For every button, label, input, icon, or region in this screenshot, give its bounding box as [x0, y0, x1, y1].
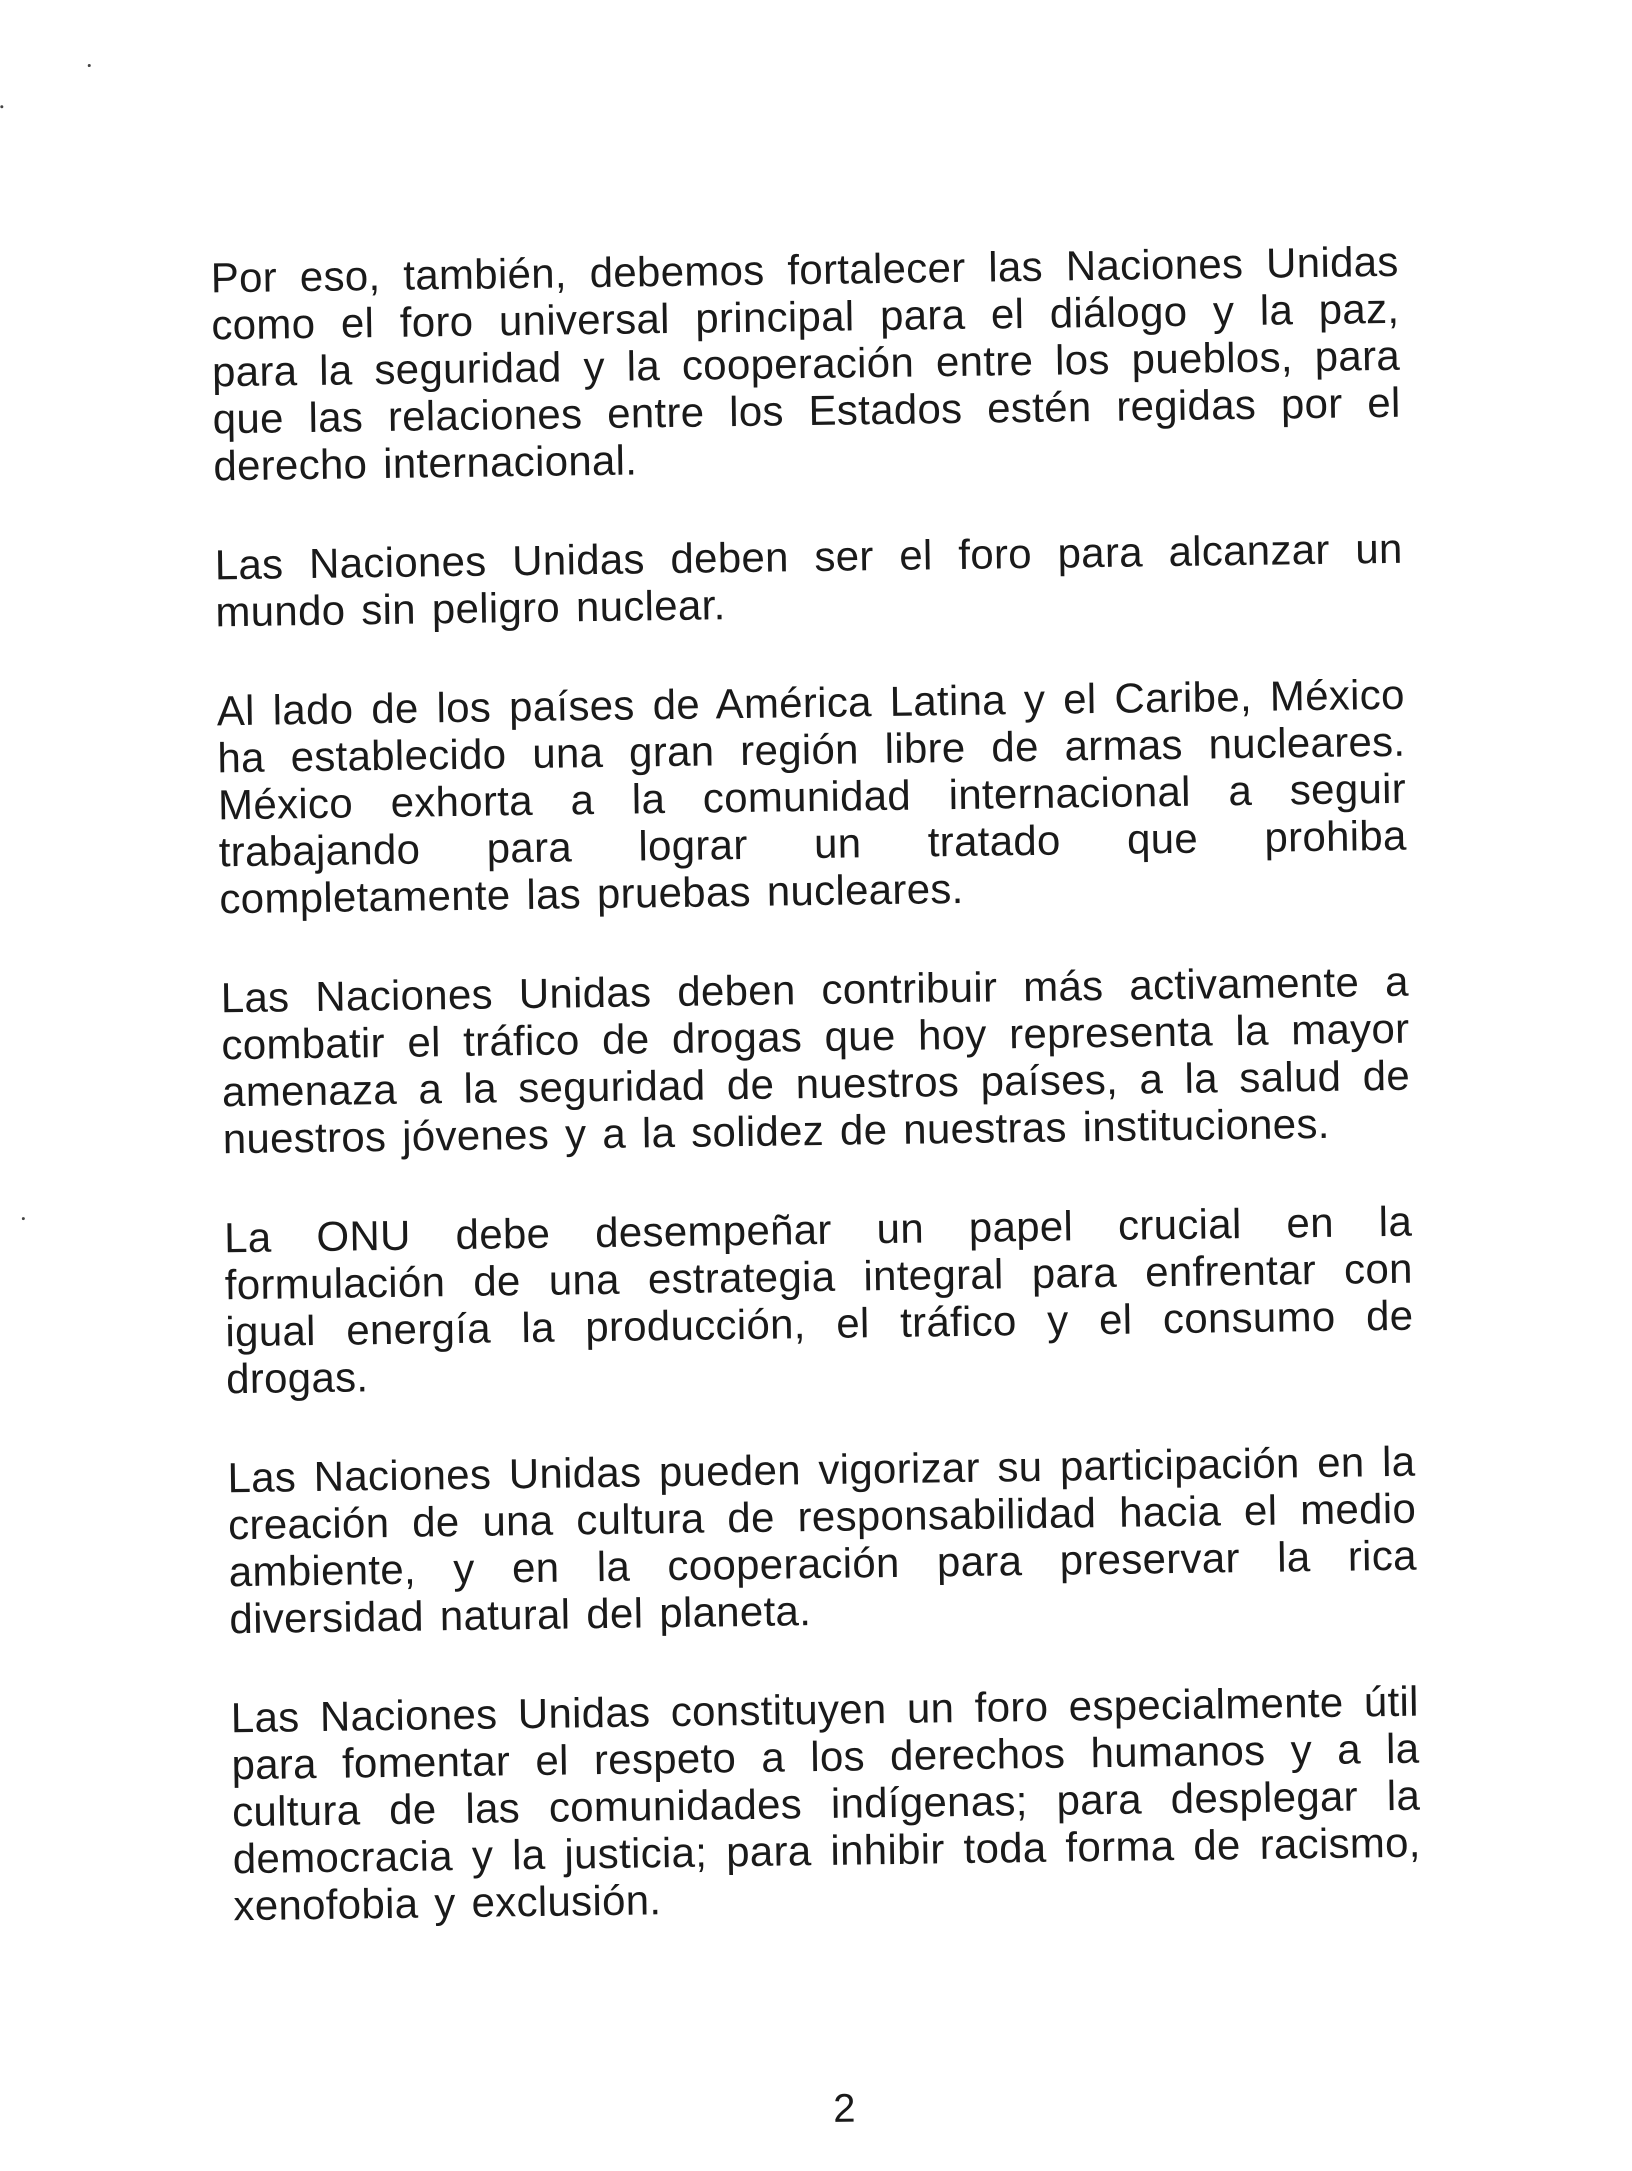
paragraph-5: La ONU debe desempeñar un papel crucial en la formulación de una estrategia integral para enfrentar con igual energía la producción, el tráfico y el consumo de drogas.	[223, 1197, 1414, 1403]
paragraph-6: Las Naciones Unidas pueden vigorizar su participación en la creación de una cultura de responsabilidad hacia el medio ambiente, y en la cooperación para preservar la rica diversidad natural del planeta.	[227, 1437, 1418, 1643]
scan-speck	[0, 105, 3, 108]
paragraph-1: Por eso, también, debemos fortalecer las Naciones Unidas como el foro universal principal para el diálogo y la paz, para la seguridad y la cooperación entre los pueblos, para que las relaciones entre los Estados estén regidas por el derecho internacional.	[210, 237, 1401, 490]
paragraph-2: Las Naciones Unidas deben ser el foro para alcanzar un mundo sin peligro nuclear.	[214, 524, 1403, 636]
paragraph-4: Las Naciones Unidas deben contribuir más activamente a combatir el tráfico de drogas que hoy representa la mayor amenaza a la seguridad de nuestros países, a la salud de nuestros jóvenes y a la solidez de nuestras instituciones.	[220, 957, 1411, 1163]
scan-speck	[22, 1217, 25, 1220]
document-body	[210, 238, 1422, 1981]
scan-speck	[88, 64, 91, 67]
paragraph-7: Las Naciones Unidas constituyen un foro especialmente útil para fomentar el respeto a los derechos humanos y a la cultura de las comunidades indígenas; para desplegar la democracia y la justicia; para inhibir toda forma de racismo, xenofobia y exclusión.	[230, 1677, 1422, 1930]
paragraph-3: Al lado de los países de América Latina y el Caribe, México ha establecido una gran región libre de armas nucleares. México exhorta a la comunidad internacional a seguir trabajando para lograr un tratado que prohiba completamente las pruebas nucleares.	[216, 670, 1407, 923]
page-number: 2	[832, 2086, 856, 2131]
